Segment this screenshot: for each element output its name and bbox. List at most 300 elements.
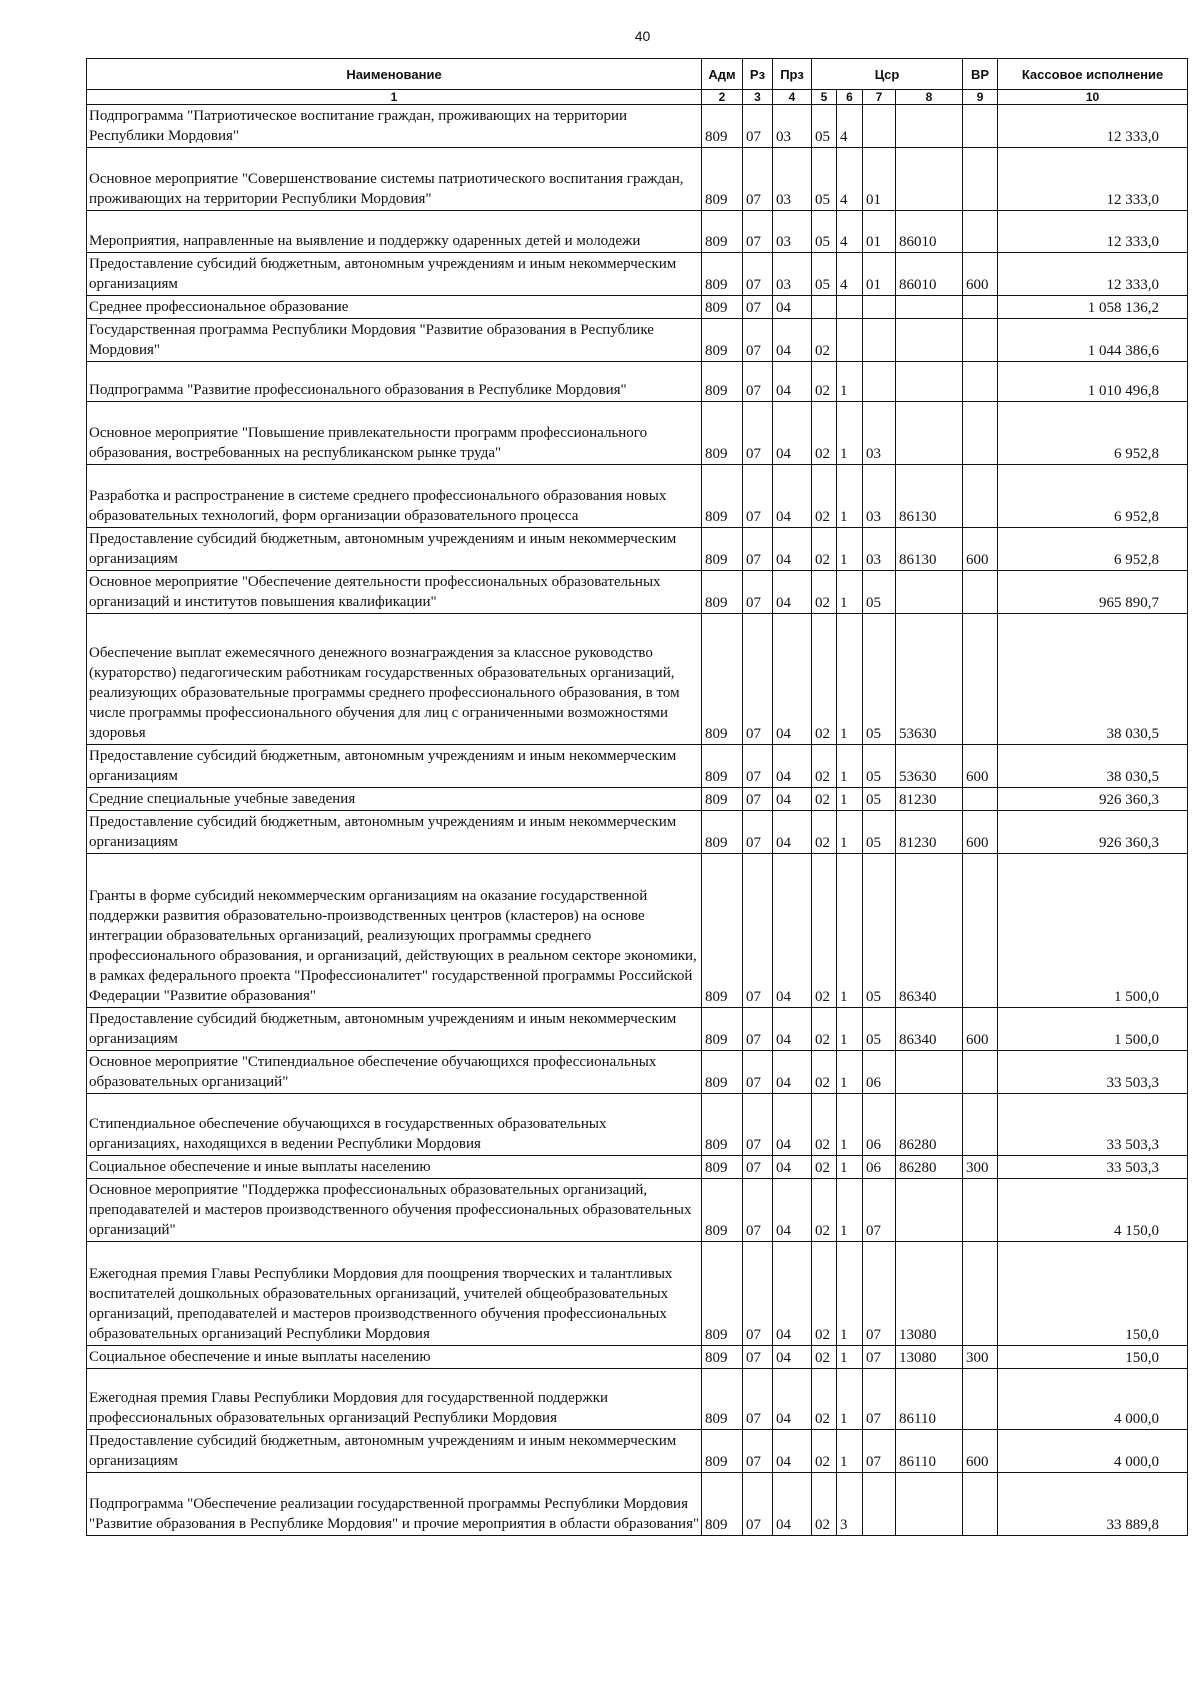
row-amount: 33 503,3 bbox=[998, 1051, 1188, 1094]
row-csr-event: 05 bbox=[863, 571, 896, 614]
row-prz: 04 bbox=[773, 296, 812, 319]
row-prz: 03 bbox=[773, 211, 812, 253]
row-csr-direction bbox=[896, 296, 963, 319]
row-rz: 07 bbox=[743, 811, 773, 854]
row-amount: 926 360,3 bbox=[998, 811, 1188, 854]
row-csr-program: 02 bbox=[812, 465, 837, 528]
row-csr-direction bbox=[896, 319, 963, 362]
row-amount: 33 503,3 bbox=[998, 1156, 1188, 1179]
column-number: 6 bbox=[837, 90, 863, 105]
row-csr-program: 02 bbox=[812, 1156, 837, 1179]
table-row bbox=[87, 1008, 1188, 1051]
row-vr bbox=[963, 1369, 998, 1430]
row-csr-program: 05 bbox=[812, 105, 837, 148]
row-name: Стипендиальное обеспечение обучающихся в государственных образовательных организациях, находящихся в ведении Республики Мордовия bbox=[87, 1094, 702, 1156]
row-csr-program: 02 bbox=[812, 402, 837, 465]
table-row bbox=[87, 1094, 1188, 1156]
table-row bbox=[87, 528, 1188, 571]
row-name: Ежегодная премия Главы Республики Мордовия для государственной поддержки профессиональных образовательных организаций Республики Мордовия bbox=[87, 1369, 702, 1430]
column-number: 3 bbox=[743, 90, 773, 105]
row-rz: 07 bbox=[743, 788, 773, 811]
row-adm: 809 bbox=[702, 1430, 743, 1473]
header-adm: Адм bbox=[702, 59, 743, 90]
row-csr-event: 07 bbox=[863, 1430, 896, 1473]
column-number: 7 bbox=[863, 90, 896, 105]
row-rz: 07 bbox=[743, 854, 773, 1008]
row-rz: 07 bbox=[743, 148, 773, 211]
row-name: Обеспечение выплат ежемесячного денежного вознаграждения за классное руководство (кураторство) педагогическим работникам государственных образовательных организаций, реализующих образовательные программы среднего профессионального образования, в том числе программы профессионального обучения для лиц с ограниченными возможностями здоровья bbox=[87, 614, 702, 745]
row-adm: 809 bbox=[702, 1242, 743, 1346]
row-csr-program bbox=[812, 296, 837, 319]
table-header bbox=[87, 59, 1188, 105]
row-adm: 809 bbox=[702, 105, 743, 148]
row-amount: 6 952,8 bbox=[998, 465, 1188, 528]
row-prz: 04 bbox=[773, 745, 812, 788]
row-rz: 07 bbox=[743, 1430, 773, 1473]
row-vr bbox=[963, 211, 998, 253]
row-rz: 07 bbox=[743, 571, 773, 614]
row-csr-subprogram bbox=[837, 296, 863, 319]
row-adm: 809 bbox=[702, 1346, 743, 1369]
row-amount: 6 952,8 bbox=[998, 402, 1188, 465]
header-prz: Прз bbox=[773, 59, 812, 90]
row-vr bbox=[963, 1473, 998, 1536]
row-adm: 809 bbox=[702, 1156, 743, 1179]
table-row bbox=[87, 1242, 1188, 1346]
row-adm: 809 bbox=[702, 402, 743, 465]
row-csr-subprogram: 1 bbox=[837, 745, 863, 788]
row-adm: 809 bbox=[702, 211, 743, 253]
row-adm: 809 bbox=[702, 1369, 743, 1430]
row-amount: 12 333,0 bbox=[998, 253, 1188, 296]
row-name: Среднее профессиональное образование bbox=[87, 296, 702, 319]
row-prz: 04 bbox=[773, 811, 812, 854]
row-csr-program: 02 bbox=[812, 1369, 837, 1430]
row-csr-event: 05 bbox=[863, 1008, 896, 1051]
row-amount: 33 503,3 bbox=[998, 1094, 1188, 1156]
row-rz: 07 bbox=[743, 1473, 773, 1536]
row-prz: 04 bbox=[773, 1179, 812, 1242]
row-csr-subprogram: 1 bbox=[837, 614, 863, 745]
row-csr-subprogram: 1 bbox=[837, 854, 863, 1008]
row-csr-event bbox=[863, 105, 896, 148]
row-name: Подпрограмма "Обеспечение реализации государственной программы Республики Мордовия "Развитие образования в Республике Мордовия" и прочие мероприятия в области образования" bbox=[87, 1473, 702, 1536]
row-csr-event: 03 bbox=[863, 528, 896, 571]
row-csr-program: 02 bbox=[812, 1094, 837, 1156]
row-csr-program: 05 bbox=[812, 253, 837, 296]
row-csr-subprogram: 4 bbox=[837, 211, 863, 253]
row-csr-direction bbox=[896, 402, 963, 465]
row-csr-subprogram: 1 bbox=[837, 402, 863, 465]
table-row bbox=[87, 614, 1188, 745]
row-csr-subprogram: 1 bbox=[837, 362, 863, 402]
row-rz: 07 bbox=[743, 402, 773, 465]
row-name: Основное мероприятие "Обеспечение деятельности профессиональных образовательных организаций и институтов повышения квалификации" bbox=[87, 571, 702, 614]
table-row bbox=[87, 1430, 1188, 1473]
table-row bbox=[87, 1051, 1188, 1094]
row-prz: 04 bbox=[773, 402, 812, 465]
row-csr-subprogram: 1 bbox=[837, 1242, 863, 1346]
row-vr: 600 bbox=[963, 811, 998, 854]
row-csr-program: 02 bbox=[812, 319, 837, 362]
column-number: 4 bbox=[773, 90, 812, 105]
row-amount: 4 000,0 bbox=[998, 1430, 1188, 1473]
row-vr bbox=[963, 1179, 998, 1242]
row-prz: 04 bbox=[773, 1346, 812, 1369]
row-csr-direction: 53630 bbox=[896, 614, 963, 745]
row-adm: 809 bbox=[702, 745, 743, 788]
row-csr-direction: 86340 bbox=[896, 854, 963, 1008]
column-number: 2 bbox=[702, 90, 743, 105]
header-kassa: Кассовое исполнение bbox=[998, 59, 1188, 90]
table-row bbox=[87, 253, 1188, 296]
row-amount: 4 000,0 bbox=[998, 1369, 1188, 1430]
row-adm: 809 bbox=[702, 253, 743, 296]
header-vr: ВР bbox=[963, 59, 998, 90]
row-csr-program: 02 bbox=[812, 1051, 837, 1094]
row-rz: 07 bbox=[743, 1094, 773, 1156]
row-csr-subprogram: 1 bbox=[837, 1369, 863, 1430]
row-amount: 38 030,5 bbox=[998, 745, 1188, 788]
row-csr-subprogram: 1 bbox=[837, 571, 863, 614]
row-prz: 04 bbox=[773, 528, 812, 571]
row-csr-event: 03 bbox=[863, 465, 896, 528]
row-vr: 300 bbox=[963, 1156, 998, 1179]
row-csr-subprogram: 1 bbox=[837, 1346, 863, 1369]
row-prz: 04 bbox=[773, 1242, 812, 1346]
row-vr bbox=[963, 1094, 998, 1156]
row-csr-event: 01 bbox=[863, 211, 896, 253]
row-rz: 07 bbox=[743, 1346, 773, 1369]
row-prz: 04 bbox=[773, 319, 812, 362]
row-csr-event: 05 bbox=[863, 614, 896, 745]
row-prz: 04 bbox=[773, 614, 812, 745]
table-row bbox=[87, 211, 1188, 253]
row-name: Предоставление субсидий бюджетным, автономным учреждениям и иным некоммерческим организациям bbox=[87, 811, 702, 854]
row-rz: 07 bbox=[743, 319, 773, 362]
row-prz: 03 bbox=[773, 105, 812, 148]
row-prz: 04 bbox=[773, 1430, 812, 1473]
row-csr-direction bbox=[896, 105, 963, 148]
row-csr-direction: 86130 bbox=[896, 528, 963, 571]
row-csr-event: 06 bbox=[863, 1094, 896, 1156]
row-prz: 03 bbox=[773, 148, 812, 211]
row-csr-subprogram: 4 bbox=[837, 253, 863, 296]
row-rz: 07 bbox=[743, 105, 773, 148]
row-vr bbox=[963, 362, 998, 402]
row-csr-event bbox=[863, 1473, 896, 1536]
row-adm: 809 bbox=[702, 1179, 743, 1242]
row-adm: 809 bbox=[702, 1473, 743, 1536]
row-rz: 07 bbox=[743, 1051, 773, 1094]
row-csr-program: 02 bbox=[812, 1346, 837, 1369]
row-csr-program: 02 bbox=[812, 362, 837, 402]
row-csr-program: 02 bbox=[812, 1008, 837, 1051]
row-amount: 965 890,7 bbox=[998, 571, 1188, 614]
row-rz: 07 bbox=[743, 614, 773, 745]
row-name: Предоставление субсидий бюджетным, автономным учреждениям и иным некоммерческим организациям bbox=[87, 253, 702, 296]
header-rz: Рз bbox=[743, 59, 773, 90]
row-adm: 809 bbox=[702, 811, 743, 854]
row-amount: 1 010 496,8 bbox=[998, 362, 1188, 402]
row-csr-direction bbox=[896, 571, 963, 614]
row-csr-event: 07 bbox=[863, 1179, 896, 1242]
column-number: 8 bbox=[896, 90, 963, 105]
row-rz: 07 bbox=[743, 1242, 773, 1346]
row-adm: 809 bbox=[702, 148, 743, 211]
row-name: Основное мероприятие "Повышение привлекательности программ профессионального образования, востребованных на республиканском рынке труда" bbox=[87, 402, 702, 465]
row-csr-program: 02 bbox=[812, 528, 837, 571]
row-csr-event bbox=[863, 362, 896, 402]
row-prz: 04 bbox=[773, 571, 812, 614]
table-row bbox=[87, 811, 1188, 854]
row-csr-subprogram bbox=[837, 319, 863, 362]
row-rz: 07 bbox=[743, 465, 773, 528]
row-adm: 809 bbox=[702, 319, 743, 362]
row-adm: 809 bbox=[702, 614, 743, 745]
row-csr-subprogram: 4 bbox=[837, 148, 863, 211]
row-rz: 07 bbox=[743, 1008, 773, 1051]
row-rz: 07 bbox=[743, 211, 773, 253]
row-csr-program: 02 bbox=[812, 811, 837, 854]
column-number: 10 bbox=[998, 90, 1188, 105]
row-rz: 07 bbox=[743, 528, 773, 571]
table-row bbox=[87, 788, 1188, 811]
row-name: Основное мероприятие "Поддержка профессиональных образовательных организаций, преподавателей и мастеров производственного обучения профессиональных образовательных организаций" bbox=[87, 1179, 702, 1242]
row-adm: 809 bbox=[702, 788, 743, 811]
table-row bbox=[87, 465, 1188, 528]
row-csr-direction: 86110 bbox=[896, 1430, 963, 1473]
row-csr-event: 03 bbox=[863, 402, 896, 465]
row-name: Подпрограмма "Патриотическое воспитание граждан, проживающих на территории Республики Мордовия" bbox=[87, 105, 702, 148]
row-csr-event: 01 bbox=[863, 253, 896, 296]
row-adm: 809 bbox=[702, 296, 743, 319]
row-csr-event: 05 bbox=[863, 788, 896, 811]
row-csr-subprogram: 1 bbox=[837, 811, 863, 854]
row-rz: 07 bbox=[743, 745, 773, 788]
row-prz: 04 bbox=[773, 362, 812, 402]
row-amount: 1 058 136,2 bbox=[998, 296, 1188, 319]
row-vr: 600 bbox=[963, 1008, 998, 1051]
row-csr-subprogram: 1 bbox=[837, 1156, 863, 1179]
row-vr: 600 bbox=[963, 528, 998, 571]
table-row bbox=[87, 745, 1188, 788]
row-csr-event: 06 bbox=[863, 1051, 896, 1094]
row-adm: 809 bbox=[702, 1008, 743, 1051]
column-number: 9 bbox=[963, 90, 998, 105]
header-name: Наименование bbox=[87, 59, 702, 90]
row-rz: 07 bbox=[743, 1179, 773, 1242]
row-amount: 1 500,0 bbox=[998, 854, 1188, 1008]
row-amount: 4 150,0 bbox=[998, 1179, 1188, 1242]
row-csr-subprogram: 1 bbox=[837, 788, 863, 811]
row-csr-direction: 86340 bbox=[896, 1008, 963, 1051]
row-name: Предоставление субсидий бюджетным, автономным учреждениям и иным некоммерческим организациям bbox=[87, 1008, 702, 1051]
row-csr-subprogram: 1 bbox=[837, 1179, 863, 1242]
row-vr bbox=[963, 296, 998, 319]
row-csr-subprogram: 1 bbox=[837, 465, 863, 528]
row-vr bbox=[963, 788, 998, 811]
table-body bbox=[87, 105, 1188, 1536]
table-row bbox=[87, 571, 1188, 614]
row-adm: 809 bbox=[702, 571, 743, 614]
table-row bbox=[87, 296, 1188, 319]
row-csr-event: 07 bbox=[863, 1369, 896, 1430]
table-row bbox=[87, 854, 1188, 1008]
row-csr-event: 05 bbox=[863, 854, 896, 1008]
budget-table bbox=[86, 58, 1188, 1536]
row-vr bbox=[963, 465, 998, 528]
row-amount: 1 500,0 bbox=[998, 1008, 1188, 1051]
row-prz: 04 bbox=[773, 1369, 812, 1430]
row-prz: 03 bbox=[773, 253, 812, 296]
row-vr bbox=[963, 105, 998, 148]
row-name: Основное мероприятие "Стипендиальное обеспечение обучающихся профессиональных образовательных организаций" bbox=[87, 1051, 702, 1094]
row-csr-direction: 86010 bbox=[896, 253, 963, 296]
row-adm: 809 bbox=[702, 854, 743, 1008]
row-name: Государственная программа Республики Мордовия "Развитие образования в Республике Мордовия" bbox=[87, 319, 702, 362]
row-csr-program: 02 bbox=[812, 745, 837, 788]
row-prz: 04 bbox=[773, 1473, 812, 1536]
row-amount: 150,0 bbox=[998, 1242, 1188, 1346]
row-csr-subprogram: 3 bbox=[837, 1473, 863, 1536]
row-prz: 04 bbox=[773, 1156, 812, 1179]
row-prz: 04 bbox=[773, 1094, 812, 1156]
row-amount: 6 952,8 bbox=[998, 528, 1188, 571]
row-csr-event: 05 bbox=[863, 811, 896, 854]
row-vr bbox=[963, 571, 998, 614]
row-prz: 04 bbox=[773, 1051, 812, 1094]
row-amount: 12 333,0 bbox=[998, 211, 1188, 253]
table-row bbox=[87, 1156, 1188, 1179]
table-row bbox=[87, 362, 1188, 402]
row-csr-program: 05 bbox=[812, 148, 837, 211]
row-adm: 809 bbox=[702, 1051, 743, 1094]
row-name: Предоставление субсидий бюджетным, автономным учреждениям и иным некоммерческим организациям bbox=[87, 1430, 702, 1473]
row-vr bbox=[963, 402, 998, 465]
row-csr-subprogram: 1 bbox=[837, 1008, 863, 1051]
row-adm: 809 bbox=[702, 528, 743, 571]
row-vr bbox=[963, 148, 998, 211]
column-numbers-row bbox=[87, 90, 1188, 105]
row-prz: 04 bbox=[773, 854, 812, 1008]
row-name: Предоставление субсидий бюджетным, автономным учреждениям и иным некоммерческим организациям bbox=[87, 745, 702, 788]
row-csr-subprogram: 1 bbox=[837, 1051, 863, 1094]
row-csr-program: 02 bbox=[812, 1473, 837, 1536]
page-number: 40 bbox=[634, 28, 651, 44]
row-csr-direction bbox=[896, 1473, 963, 1536]
row-csr-subprogram: 1 bbox=[837, 1430, 863, 1473]
table-row bbox=[87, 1346, 1188, 1369]
row-rz: 07 bbox=[743, 1156, 773, 1179]
table-row bbox=[87, 1179, 1188, 1242]
row-csr-direction: 86010 bbox=[896, 211, 963, 253]
row-amount: 926 360,3 bbox=[998, 788, 1188, 811]
row-csr-direction: 81230 bbox=[896, 788, 963, 811]
row-csr-event: 07 bbox=[863, 1242, 896, 1346]
row-name: Мероприятия, направленные на выявление и поддержку одаренных детей и молодежи bbox=[87, 211, 702, 253]
row-name: Социальное обеспечение и иные выплаты населению bbox=[87, 1156, 702, 1179]
row-csr-direction: 81230 bbox=[896, 811, 963, 854]
row-csr-direction: 86280 bbox=[896, 1156, 963, 1179]
row-csr-direction bbox=[896, 1179, 963, 1242]
row-adm: 809 bbox=[702, 1094, 743, 1156]
row-csr-direction bbox=[896, 362, 963, 402]
row-name: Подпрограмма "Развитие профессионального образования в Республике Мордовия" bbox=[87, 362, 702, 402]
row-csr-event bbox=[863, 296, 896, 319]
row-vr bbox=[963, 614, 998, 745]
table-row bbox=[87, 1369, 1188, 1430]
row-vr bbox=[963, 1051, 998, 1094]
row-csr-direction bbox=[896, 1051, 963, 1094]
row-adm: 809 bbox=[702, 362, 743, 402]
row-csr-program: 02 bbox=[812, 1179, 837, 1242]
row-name: Социальное обеспечение и иные выплаты населению bbox=[87, 1346, 702, 1369]
row-rz: 07 bbox=[743, 296, 773, 319]
row-csr-direction: 53630 bbox=[896, 745, 963, 788]
row-csr-program: 02 bbox=[812, 1430, 837, 1473]
row-csr-direction: 13080 bbox=[896, 1346, 963, 1369]
row-csr-program: 02 bbox=[812, 788, 837, 811]
header-csr: Цср bbox=[812, 59, 963, 90]
row-vr bbox=[963, 854, 998, 1008]
table-row bbox=[87, 148, 1188, 211]
row-csr-direction: 13080 bbox=[896, 1242, 963, 1346]
row-csr-event: 01 bbox=[863, 148, 896, 211]
row-amount: 33 889,8 bbox=[998, 1473, 1188, 1536]
row-csr-program: 02 bbox=[812, 854, 837, 1008]
row-csr-subprogram: 1 bbox=[837, 528, 863, 571]
row-csr-event bbox=[863, 319, 896, 362]
row-csr-program: 05 bbox=[812, 211, 837, 253]
row-prz: 04 bbox=[773, 1008, 812, 1051]
row-csr-program: 02 bbox=[812, 1242, 837, 1346]
row-vr bbox=[963, 319, 998, 362]
row-vr: 600 bbox=[963, 253, 998, 296]
row-csr-subprogram: 4 bbox=[837, 105, 863, 148]
table-row bbox=[87, 319, 1188, 362]
row-csr-direction bbox=[896, 148, 963, 211]
row-amount: 38 030,5 bbox=[998, 614, 1188, 745]
column-number: 5 bbox=[812, 90, 837, 105]
row-csr-direction: 86110 bbox=[896, 1369, 963, 1430]
row-vr: 300 bbox=[963, 1346, 998, 1369]
row-name: Предоставление субсидий бюджетным, автономным учреждениям и иным некоммерческим организациям bbox=[87, 528, 702, 571]
row-vr: 600 bbox=[963, 1430, 998, 1473]
row-amount: 1 044 386,6 bbox=[998, 319, 1188, 362]
row-name: Средние специальные учебные заведения bbox=[87, 788, 702, 811]
table-row bbox=[87, 402, 1188, 465]
table-row bbox=[87, 1473, 1188, 1536]
row-csr-direction: 86280 bbox=[896, 1094, 963, 1156]
row-name: Основное мероприятие "Совершенствование системы патриотического воспитания граждан, проживающих на территории Республики Мордовия" bbox=[87, 148, 702, 211]
row-amount: 12 333,0 bbox=[998, 148, 1188, 211]
row-name: Гранты в форме субсидий некоммерческим организациям на оказание государственной поддержки развития образовательно-производственных центров (кластеров) на основе интеграции образовательных организаций, реализующих программы среднего профессионального образования, и организаций, действующих в реальном секторе экономики, в рамках федерального проекта "Профессионалитет" государственной программы Российской Федерации "Развитие образования" bbox=[87, 854, 702, 1008]
row-rz: 07 bbox=[743, 362, 773, 402]
row-csr-event: 06 bbox=[863, 1156, 896, 1179]
row-name: Разработка и распространение в системе среднего профессионального образования новых образовательных технологий, форм организации образовательного процесса bbox=[87, 465, 702, 528]
row-csr-program: 02 bbox=[812, 571, 837, 614]
row-name: Ежегодная премия Главы Республики Мордовия для поощрения творческих и талантливых воспитателей дошкольных образовательных организаций, учителей общеобразовательных организаций, преподавателей и мастеров производственного обучения профессиональных образовательных организаций Республики Мордовия bbox=[87, 1242, 702, 1346]
row-rz: 07 bbox=[743, 253, 773, 296]
row-rz: 07 bbox=[743, 1369, 773, 1430]
row-amount: 12 333,0 bbox=[998, 105, 1188, 148]
row-prz: 04 bbox=[773, 465, 812, 528]
row-vr bbox=[963, 1242, 998, 1346]
row-csr-direction: 86130 bbox=[896, 465, 963, 528]
row-amount: 150,0 bbox=[998, 1346, 1188, 1369]
row-prz: 04 bbox=[773, 788, 812, 811]
